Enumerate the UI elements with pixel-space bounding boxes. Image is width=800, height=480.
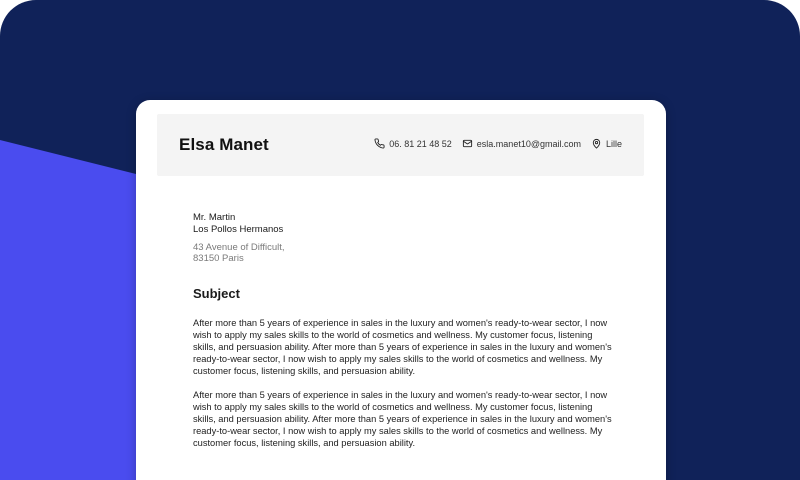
recipient-name: Mr. Martin — [193, 212, 236, 223]
phone-text: 06. 81 21 48 52 — [389, 138, 452, 149]
phone-contact — [374, 138, 452, 149]
letter-header — [157, 114, 644, 176]
cover-letter-card — [136, 100, 666, 480]
email-contact — [462, 138, 581, 149]
applicant-name: Elsa Manet — [179, 135, 269, 154]
contact-info — [374, 138, 622, 149]
address-line-2: 83150 Paris — [193, 253, 244, 264]
address-line-1: 43 Avenue of Difficult, — [193, 242, 285, 253]
letter-paragraph: After more than 5 years of experience in sales in the luxury and women's ready-to-wear sector, I now wish to apply my sales skills to the world of cosmetics and wellness. My customer focus, listening skills, and persuasion ability. After more than 5 years of experience in sales in the luxury and women's ready-to-wear sector, I now wish to apply my sales skills to the world of cosmetics and wellness. My customer focus, listening skills, and persuasion ability. — [193, 390, 612, 448]
recipient-address — [193, 242, 613, 264]
location-pin-icon — [591, 138, 602, 149]
recipient-company: Los Pollos Hermanos — [193, 224, 284, 235]
mail-icon — [462, 138, 473, 149]
city-contact — [591, 138, 622, 149]
letter-paragraph: After more than 5 years of experience in sales in the luxury and women's ready-to-wear sector, I now wish to apply my sales skills to the world of cosmetics and wellness. My customer focus, listening skills, and persuasion ability. After more than 5 years of experience in sales in the luxury and women's ready-to-wear sector, I now wish to apply my sales skills to the world of cosmetics and wellness. My customer focus, listening skills, and persuasion ability. — [193, 318, 612, 376]
city-text: Lille — [605, 138, 622, 149]
phone-icon — [374, 138, 385, 149]
subject-heading: Subject — [193, 286, 240, 301]
email-text: esla.manet10@gmail.com — [476, 138, 581, 149]
letter-body — [193, 212, 613, 449]
